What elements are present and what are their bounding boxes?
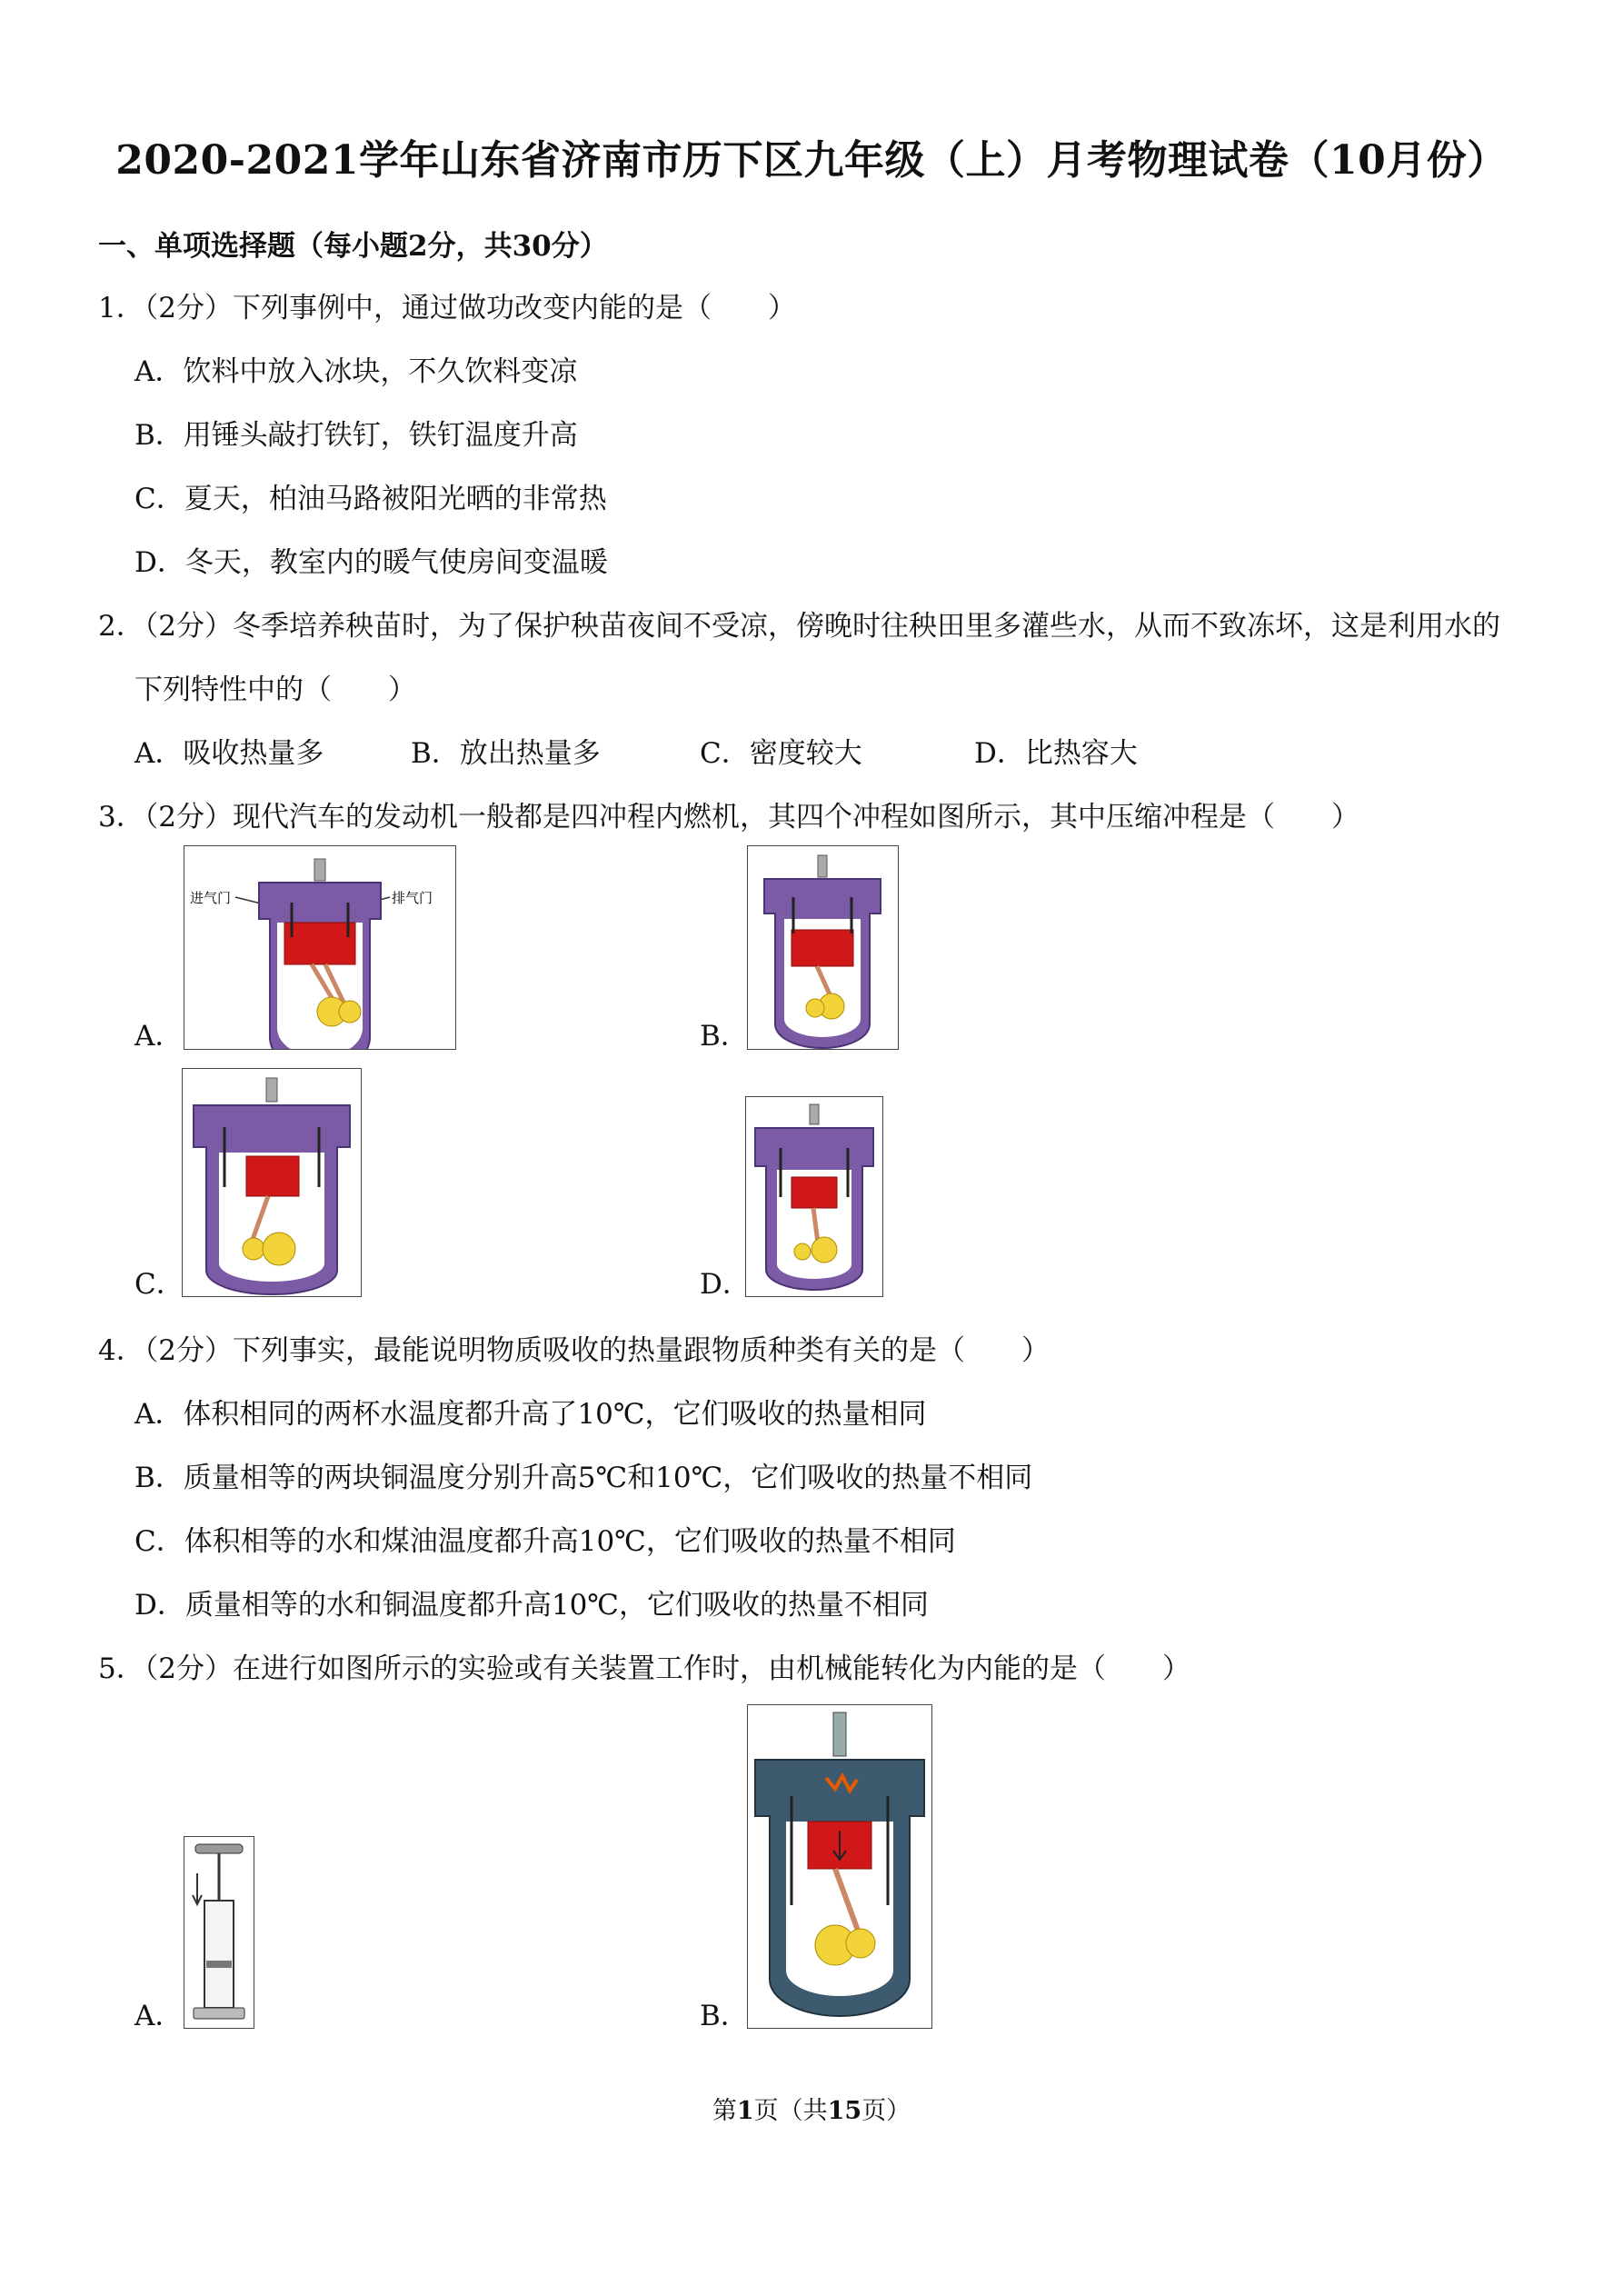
engine-diagram-a (184, 846, 455, 1049)
question-4-option-d: D．质量相等的水和铜温度都升高10℃，它们吸收的热量不相同 (134, 1589, 929, 1622)
figure-3a (184, 845, 456, 1050)
question-4-option-a: A．体积相同的两杯水温度都升高了10℃，它们吸收的热量相同 (134, 1398, 927, 1431)
footer-page-number: 1 (736, 2097, 754, 2125)
figure-5b-label: B． (700, 2000, 749, 2032)
question-1-option-a: A．饮料中放入冰块，不久饮料变凉 (134, 355, 578, 388)
question-2-stem-line1: 2．（2分）冬季培养秧苗时，为了保护秧苗夜间不受凉，傍晚时往秧田里多灌些水，从而不致冻坏，这是利用水的 (98, 610, 1500, 643)
question-4-stem: 4．（2分）下列事实，最能说明物质吸收的热量跟物质种类有关的是（ ） (98, 1334, 1050, 1367)
question-2-option-b: B．放出热量多 (411, 737, 601, 770)
footer-middle: 页（共 (753, 2097, 828, 2125)
engine-diagram-power-stroke (748, 1705, 931, 2028)
figure-3b (747, 845, 899, 1050)
engine-diagram-d (746, 1097, 882, 1296)
question-4-option-b: B．质量相等的两块铜温度分别升高5℃和10℃，它们吸收的热量不相同 (134, 1462, 1033, 1494)
question-3-stem: 3．（2分）现代汽车的发动机一般都是四冲程内燃机，其四个冲程如图所示，其中压缩冲程是（ ） (98, 801, 1359, 834)
figure-3a-label: A． (134, 1020, 184, 1053)
intake-valve-label: 进气门 (190, 890, 232, 906)
footer-total-pages: 15 (827, 2097, 862, 2125)
question-1-option-b: B．用锤头敲打铁钉，铁钉温度升高 (134, 419, 578, 452)
figure-3d-label: D． (700, 1268, 751, 1301)
question-2-stem-line2: 下列特性中的（ ） (134, 674, 416, 706)
figure-5a (184, 1836, 254, 2029)
question-1-option-d: D．冬天，教室内的暖气使房间变温暖 (134, 546, 608, 579)
air-pump-diagram (184, 1837, 254, 2028)
figure-3b-label: B． (700, 1020, 749, 1053)
footer-prefix: 第 (712, 2097, 737, 2125)
question-4-option-c: C．体积相等的水和煤油温度都升高10℃，它们吸收的热量不相同 (134, 1525, 956, 1558)
engine-diagram-c (183, 1069, 361, 1296)
question-1-option-c: C．夏天，柏油马路被阳光晒的非常热 (134, 483, 607, 515)
question-2-option-d: D．比热容大 (974, 737, 1138, 770)
question-2-option-c: C．密度较大 (700, 737, 862, 770)
figure-5a-label: A． (134, 2000, 184, 2032)
section-heading: 一、单项选择题（每小题2分，共30分） (98, 230, 608, 263)
engine-diagram-b (748, 846, 898, 1049)
figure-3d (745, 1096, 883, 1297)
figure-5b (747, 1704, 932, 2029)
figure-3c-label: C． (134, 1268, 184, 1301)
exhaust-valve-label: 排气门 (392, 890, 433, 906)
question-5-stem: 5．（2分）在进行如图所示的实验或有关装置工作时，由机械能转化为内能的是（ ） (98, 1652, 1190, 1685)
question-1-stem: 1．（2分）下列事例中，通过做功改变内能的是（ ） (98, 292, 796, 324)
figure-3c (182, 1068, 362, 1297)
footer-suffix: 页） (861, 2097, 911, 2125)
page-footer (0, 2091, 1623, 2126)
page-title: 2020-2021学年山东省济南市历下区九年级（上）月考物理试卷（10月份） (115, 137, 1508, 184)
question-2-option-a: A．吸收热量多 (134, 737, 324, 770)
